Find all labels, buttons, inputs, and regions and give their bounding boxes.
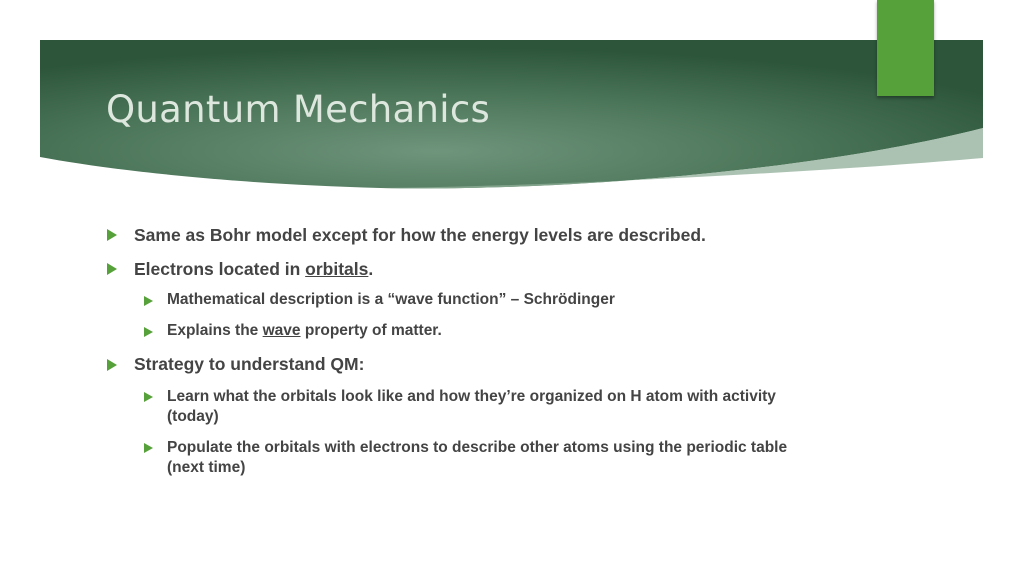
green-accent-tab (877, 0, 934, 96)
bullet-text: Explains the (167, 322, 263, 339)
sub-bullet-item: Mathematical description is a “wave function” – Schrödinger (167, 291, 615, 308)
bullet-item: Strategy to understand QM: (134, 354, 365, 374)
orbitals-link[interactable]: orbitals (305, 259, 369, 279)
sub-bullet-arrow-icon (144, 392, 153, 402)
wave-link[interactable]: wave (262, 322, 301, 339)
bullet-item (134, 259, 373, 280)
sub-bullet-arrow-icon (144, 296, 153, 306)
bullet-arrow-icon (107, 229, 117, 241)
bullet-text: . (368, 259, 374, 279)
bullet-arrow-icon (107, 359, 117, 371)
sub-bullet-arrow-icon (144, 327, 153, 337)
bullet-arrow-icon (107, 263, 117, 275)
bullet-item: Same as Bohr model except for how the energy levels are described. (134, 225, 706, 245)
bullet-text: property of matter. (300, 322, 442, 339)
sub-bullet-arrow-icon (144, 443, 153, 453)
bullet-text: Electrons located in (134, 259, 306, 279)
sub-bullet-item: Learn what the orbitals look like and how they’re organized on H atom with activity (today) (167, 388, 776, 425)
sub-bullet-item: Populate the orbitals with electrons to describe other atoms using the periodic table (next time) (167, 439, 788, 476)
slide-title: Quantum Mechanics (106, 88, 491, 131)
sub-bullet-item (167, 321, 827, 341)
